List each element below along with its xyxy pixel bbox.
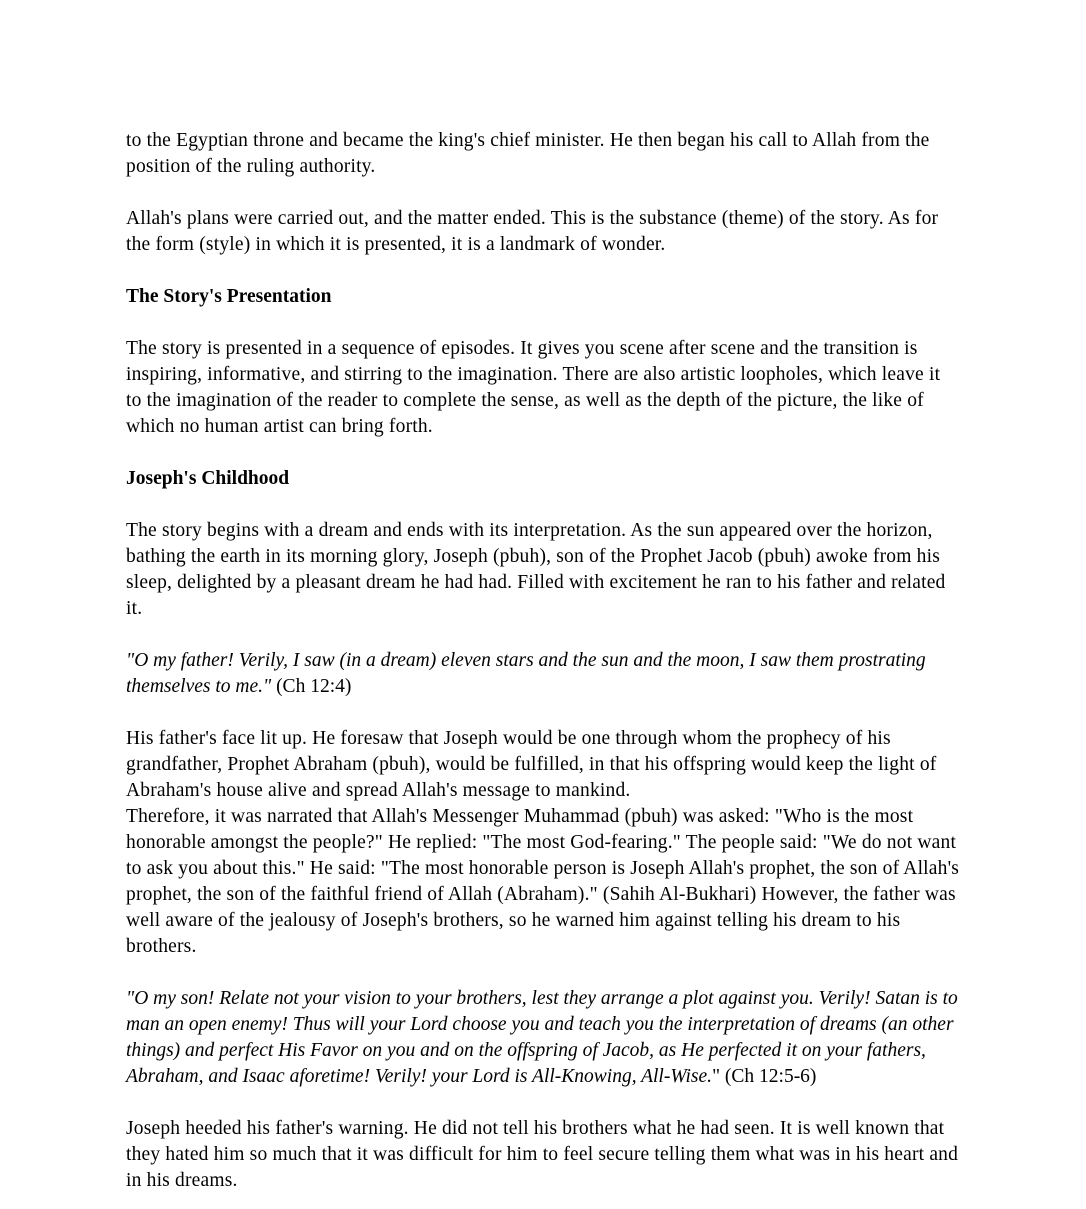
paragraph-joseph-heeded-warning: Joseph heeded his father's warning. He did not tell his brothers what he had seen. It is well known that they hated him so much that it was difficult for him to feel secure telling them what was in his heart and in his dreams. xyxy=(126,1118,959,1191)
quotation-block-ch-12-4 xyxy=(126,648,960,700)
paragraph-allahs-plans: Allah's plans were carried out, and the matter ended. This is the substance (theme) of the story. As for the form (style) in which it is presented, it is a landmark of wonder. xyxy=(126,208,939,255)
document-text-column xyxy=(126,128,960,1194)
heading-josephs-childhood: Joseph's Childhood xyxy=(126,468,290,489)
paragraph-story-begins-with-dream: The story begins with a dream and ends with its interpretation. As the sun appeared over the horizon, bathing the earth in its morning glory, Joseph (pbuh), son of the Prophet Jacob (pbuh) awoke from his sleep, delighted by a pleasant dream he had had. Filled with excitement he ran to his father and related it. xyxy=(126,520,946,619)
paragraph-fathers-face-lit-up: His father's face lit up. He foresaw that Joseph would be one through whom the prophecy of his grandfather, Prophet Abraham (pbuh), would be fulfilled, in that his offspring would keep the light of Abraham's house alive and spread Allah's message to mankind. xyxy=(126,728,937,801)
quotation-text-ch-12-5-6: "O my son! Relate not your vision to your brothers, lest they arrange a plot against you. Verily! Satan is to man an open enemy! Thus will your Lord choose you and teach you the interpretation of dreams (an other things) and perfect His Favor on you and on the offspring of Jacob, as He perfected it on your fathers, Abraham, and Isaac aforetime! Verily! your Lord is All-Knowing, All-Wise. xyxy=(126,988,958,1087)
quotation-block-ch-12-5-6 xyxy=(126,986,960,1090)
paragraph-narrated-hadith: Therefore, it was narrated that Allah's Messenger Muhammad (pbuh) was asked: "Who is the most honorable amongst the people?" He replied: "The most God-fearing." The people said: "We do not want to ask you about this." He said: "The most honorable person is Joseph Allah's prophet, the son of Allah's prophet, the son of the faithful friend of Allah (Abraham)." (Sahih Al-Bukhari) However, the father was well aware of the jealousy of Joseph's brothers, so he warned him against telling his dream to his brothers. xyxy=(126,806,960,957)
quotation-text-ch-12-4: "O my father! Verily, I saw (in a dream) eleven stars and the sun and the moon, I saw them prostrating themselves to me." xyxy=(126,650,926,697)
heading-the-storys-presentation: The Story's Presentation xyxy=(126,286,332,307)
quotation-citation-ch-12-5-6: " (Ch 12:5-6) xyxy=(712,1066,817,1087)
paragraph-sequence-of-episodes: The story is presented in a sequence of episodes. It gives you scene after scene and the transition is inspiring, informative, and stirring to the imagination. There are also artistic loopholes, which leave it to the imagination of the reader to complete the sense, as well as the depth of the picture, the like of which no human artist can bring forth. xyxy=(126,338,941,437)
paragraph-egyptian-throne: to the Egyptian throne and became the king's chief minister. He then began his call to Allah from the position of the ruling authority. xyxy=(126,130,930,177)
quotation-citation-ch-12-4: (Ch 12:4) xyxy=(271,676,352,697)
